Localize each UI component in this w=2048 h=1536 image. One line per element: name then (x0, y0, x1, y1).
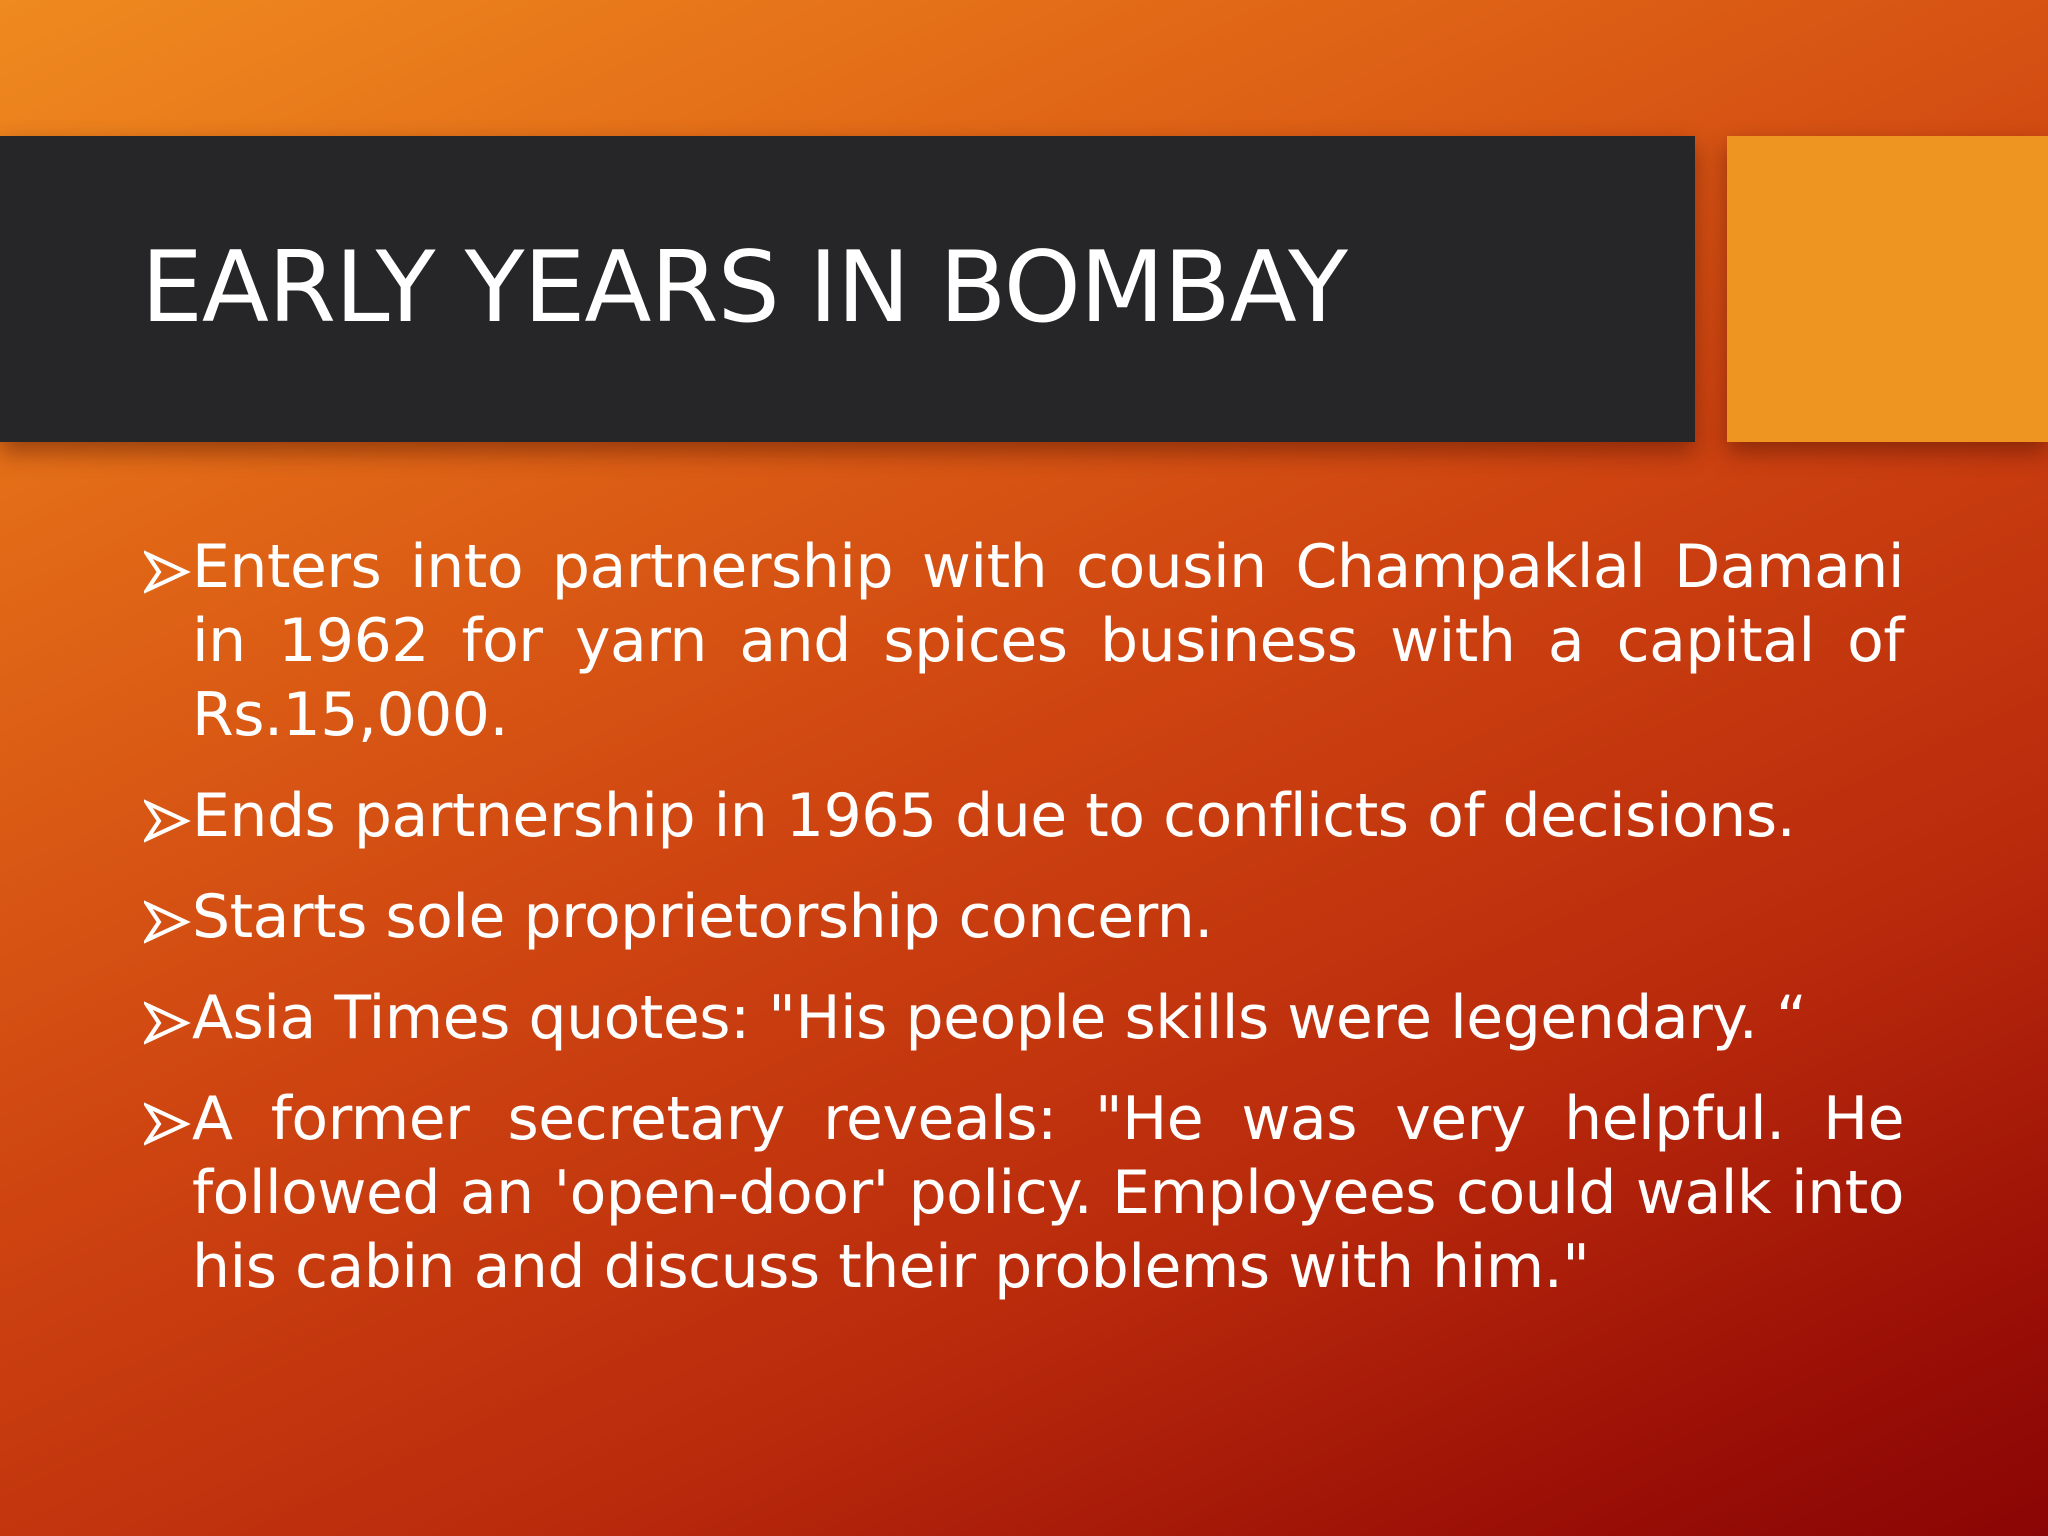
arrowhead-bullet-icon (144, 779, 192, 853)
bullet-item (144, 779, 1904, 853)
bullet-item (144, 981, 1904, 1055)
bullet-text: A former secretary reveals: "He was very helpful. He followed an 'open-door' policy. Employees could walk into his cabin and discuss their problems with him." (192, 1084, 1904, 1302)
slide-title: EARLY YEARS IN BOMBAY (141, 231, 1348, 345)
bullet-item (144, 1082, 1904, 1304)
arrowhead-bullet-icon (144, 880, 192, 954)
bullet-list (144, 530, 1904, 1331)
arrowhead-bullet-icon (144, 981, 192, 1055)
bullet-text: Ends partnership in 1965 due to conflicts of decisions. (192, 781, 1796, 851)
arrowhead-bullet-icon (144, 530, 192, 604)
bullet-text: Enters into partnership with cousin Champaklal Damani in 1962 for yarn and spices business with a capital of Rs.15,000. (192, 532, 1904, 750)
bullet-item (144, 530, 1904, 752)
bullet-item (144, 880, 1904, 954)
accent-block (1727, 136, 2048, 442)
bullet-text: Asia Times quotes: "His people skills were legendary. “ (192, 983, 1807, 1053)
bullet-text: Starts sole proprietorship concern. (192, 882, 1213, 952)
arrowhead-bullet-icon (144, 1082, 192, 1156)
